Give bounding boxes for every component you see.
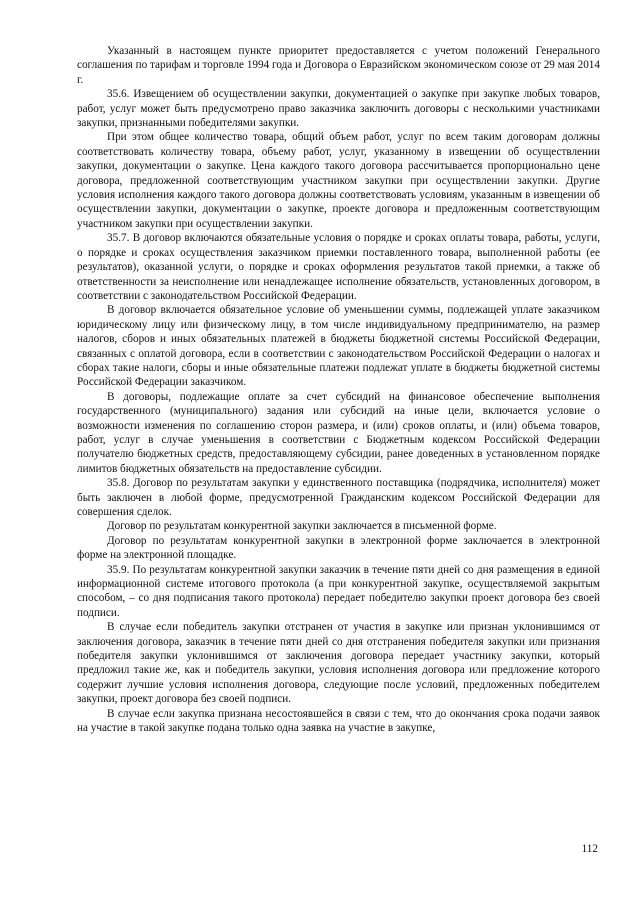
paragraph-35-6: 35.6. Извещением об осуществлении закупки, документацией о закупке при закупке любых товаров, работ, услуг может быть предусмотрено право заказчика заключить договоры с несколькими участниками закупки, признанными победителями закупки. <box>77 88 600 130</box>
paragraph-35-8: 35.8. Договор по результатам закупки у единственного поставщика (подрядчика, исполнителя) может быть заключен в любой форме, предусмотренной Гражданским кодексом Российской Федерации для совершения сделок. <box>77 477 600 518</box>
paragraph-total-quantity: При этом общее количество товара, общий объем работ, услуг по всем таким договорам должны соответствовать количеству товара, объему работ, услуг, указанному в извещении об осуществлении закупки, документации о закупке. Цена каждого такого договора рассчитывается пропорционально цене договора, предложенной соответствующим участником закупки при осуществлении закупки. Другие условия исполнения каждого такого договора должны соответствовать условиям, указанным в извещении об осуществлении закупки, документации о закупке, проекте договора и предложенным соответствующим участником закупки при осуществлении закупки. <box>77 131 600 230</box>
paragraph-tax-reduction: В договор включается обязательное условие об уменьшении суммы, подлежащей уплате заказчиком юридическому лицу или физическому лицу, в том числе индивидуальному предпринимателю, на размер налогов, сборов и иных обязательных платежей в бюджеты бюджетной системы Российской Федерации, связанных с оплатой договора, если в соответствии с законодательством Российской Федерации о налогах и сборах такие налоги, сборы и иные обязательные платежи подлежат уплате в бюджеты бюджетной системы Российской Федерации заказчиком. <box>77 304 600 389</box>
paragraph-priority: Указанный в настоящем пункте приоритет предоставляется с учетом положений Генерального соглашения по тарифам и торговле 1994 года и Договора о Евразийском экономическом союзе от 29 мая 2014 г. <box>77 45 600 86</box>
document-body <box>77 44 600 736</box>
paragraph-electronic-form: Договор по результатам конкурентной закупки в электронной форме заключается в электронной форме на электронной площадке. <box>77 534 600 562</box>
page-number: 112 <box>581 843 598 855</box>
paragraph-subsidies: В договоры, подлежащие оплате за счет субсидий на финансовое обеспечение выполнения государственного (муниципального) задания или субсидий на иные цели, включается условие о возможности изменения по соглашению сторон размера, и (или) сроков оплаты, и (или) объема товаров, работ, услуг в случае уменьшения в соответствии с Бюджетным кодексом Российской Федерации получателю бюджетных средств, предоставляющему субсидии, ранее доведенных в установленном порядке лимитов бюджетных обязательств на предоставление субсидии. <box>77 390 600 475</box>
paragraph-35-9: 35.9. По результатам конкурентной закупки заказчик в течение пяти дней со дня размещения в единой информационной системе итогового протокола (а при конкурентной закупке, осуществляемой закрытым способом, – со дня подписания такого протокола) передает победителю закупки проект договора без своей подписи. <box>77 563 600 619</box>
paragraph-failed-procurement: В случае если закупка признана несостоявшейся в связи с тем, что до окончания срока подачи заявок на участие в такой закупке подана только одна заявка на участие в закупке, <box>77 707 600 735</box>
paragraph-written-form: Договор по результатам конкурентной закупки заключается в письменной форме. <box>107 520 497 533</box>
paragraph-winner-removed: В случае если победитель закупки отстранен от участия в закупке или признан уклонившимся от заключения договора, заказчик в течение пяти дней со дня отстранения победителя закупки или признания победителя закупки уклонившимся от заключения договора передает участнику закупки, который предложил такие же, как и победитель закупки, условия исполнения договора или предложение которого содержит лучшие условия исполнения договора, следующие после условий, предложенных победителем закупки, проект договора без своей подписи. <box>77 621 600 706</box>
paragraph-35-7: 35.7. В договор включаются обязательные условия о порядке и сроках оплаты товара, работы, услуги, о порядке и сроках осуществления заказчиком приемки поставленного товара, выполненной работы (ее результатов), оказанной услуги, о порядке и сроках оформления результатов такой приемки, а также об ответственности за неисполнение или ненадлежащее исполнение обязательств, установленных договором, в соответствии с законодательством Российской Федерации. <box>77 232 600 302</box>
